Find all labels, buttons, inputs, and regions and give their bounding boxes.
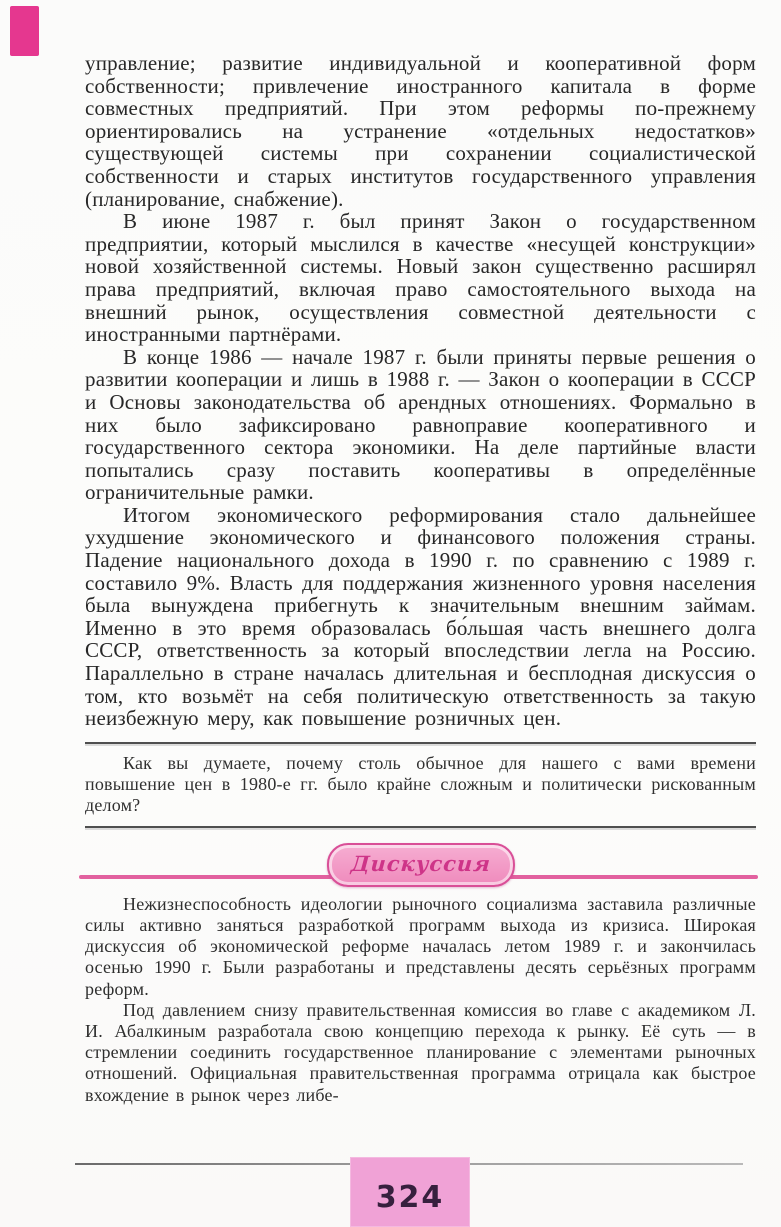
question-text: Как вы думаете, почему столь обычное для нашего с вами времени повышение цен в 1980-е гг. было крайне сложным и политически рискованным делом? xyxy=(85,752,756,815)
body-paragraph: В конце 1986 — начале 1987 г. были приняты первые решения о развитии кооперации и лишь в 1988 г. — Закон о кооперации в СССР и Основы законодательства об арендных отношениях. Формально в них было зафиксировано равноправие кооперативного и государственного сектора экономики. На деле партийные власти попытались сразу поставить кооперативы в определённые ограничительные рамки. xyxy=(85,344,756,505)
body-paragraph: управление; развитие индивидуальной и кооперативной форм собственности; привлечение иностранного капитала в форме совместных предприятий. При этом реформы по-прежнему ориентировались на устранение «отдельных недостатков» существующей системы при сохранении социалистической собственности и старых институтов государственного управления (планирование, снабжение). xyxy=(85,51,756,211)
discussion-paragraph: Под давлением снизу правительственная комиссия во главе с академиком Л. И. Абалкиным разработала свою концепцию перехода к рынку. Её суть — в стремлении соединить государственное планирование с элементами рыночных отношений. Официальная правительственная программа отрицала как быстрое вхождение в рынок через либе- xyxy=(85,999,756,1105)
section-divider-bottom xyxy=(85,826,756,828)
body-paragraph: Итогом экономического реформирования стало дальнейшее ухудшение экономического и финансового положения страны. Падение национального дохода в 1990 г. по сравнению с 1989 г. составило 9%. Власть для поддержания жизненного уровня населения была вынуждена прибегнуть к значительным внешним займам. Именно в это время образовалась бо́льшая часть внешнего долга СССР, ответственность за который впоследствии легла на Россию. Параллельно в стране началась длительная и бесплодная дискуссия о том, кто возьмёт на себя политическую ответственность за такую неизбежную меру, как повышение розничных цен. xyxy=(85,502,756,731)
page-number: 324 xyxy=(375,1180,445,1215)
discussion-header xyxy=(85,830,756,888)
discussion-badge xyxy=(326,843,514,887)
chapter-color-tab xyxy=(10,6,39,56)
body-paragraph: В июне 1987 г. был принят Закон о государственном предприятии, который мыслился в качестве «несущей конструкции» новой хозяйственной системы. Новый закон существенно расширял права предприятий, включая право самостоятельного выхода на внешний рынок, осуществления совместной деятельности с иностранными партнёрами. xyxy=(85,209,756,347)
discussion-badge-label: Дискуссия xyxy=(349,851,492,877)
page-number-tab xyxy=(350,1157,470,1227)
discussion-section xyxy=(85,894,756,1106)
page-content xyxy=(85,52,756,1106)
discussion-paragraph: Нежизнеспособность идеологии рыночного социализма заставила различные силы активно заняться разработкой программ выхода из кризиса. Широкая дискуссия об экономической реформе началась летом 1989 г. и закончилась осенью 1990 г. Были разработаны и представлены десять серьёзных программ реформ. xyxy=(85,893,756,999)
